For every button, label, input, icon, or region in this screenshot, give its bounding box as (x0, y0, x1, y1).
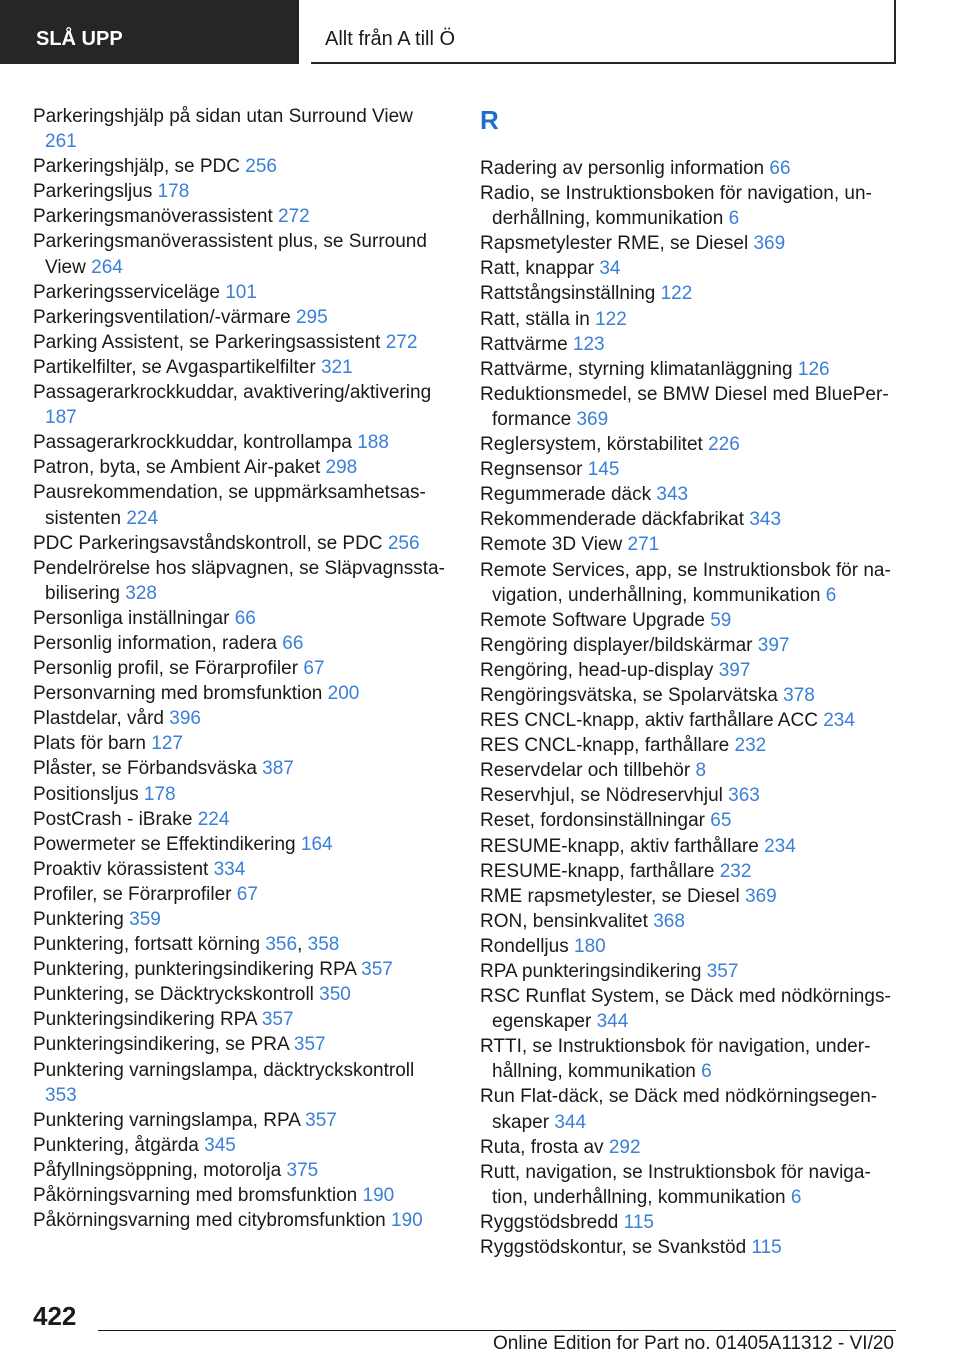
index-entry (480, 558, 900, 608)
index-entry (480, 834, 900, 859)
index-entry-text: Punktering, åtgärda (33, 1134, 199, 1156)
page-link[interactable]: 272 (385, 331, 418, 353)
page-link[interactable]: 6 (701, 1061, 712, 1083)
index-entry-text: RPA punkteringsindikering (480, 961, 702, 982)
page-link[interactable]: 66 (234, 607, 256, 629)
index-entry (33, 756, 445, 781)
index-entry (33, 907, 445, 932)
index-entry-text: Rengöring, head-up-display (480, 659, 714, 681)
index-entry-text: Ratt, knappar (480, 258, 595, 280)
page-link[interactable]: 369 (753, 233, 786, 255)
page-link[interactable]: 115 (751, 1237, 782, 1259)
index-entry-text: Reduktionsmedel, se BMW Diesel med BluePerformance (480, 383, 889, 430)
index-entry-text: Reset, fordonsinställningar (480, 810, 705, 832)
index-entry (480, 1084, 900, 1134)
index-entry (33, 104, 445, 154)
page-link[interactable]: 115 (623, 1211, 654, 1233)
index-entry (480, 307, 900, 332)
index-entry-text: Rengöring displayer/bildskärmar (480, 634, 753, 656)
index-entry-text: Påkörningsvarning med bromsfunktion (33, 1185, 358, 1207)
page-link[interactable]: 396 (169, 708, 201, 730)
page-link[interactable]: 369 (576, 408, 609, 430)
index-entry-text: Partikelfilter, se Avgaspartikelfilter (33, 356, 316, 378)
index-entry-text: Patron, byta, se Ambient Air-paket (33, 457, 321, 479)
index-entry-text: RES CNCL-knapp, farthållare (480, 735, 730, 757)
page-link[interactable]: 122 (660, 283, 693, 305)
page-link[interactable]: 264 (91, 256, 123, 278)
index-entry (480, 959, 900, 984)
page-link[interactable]: 356 (265, 934, 298, 956)
index-entry (480, 708, 900, 733)
index-entry-text: Proaktiv körassistent (33, 858, 209, 880)
index-entry (33, 731, 445, 756)
page-number: 422 (33, 1301, 77, 1331)
chapter-title: Allt från A till Ö (325, 28, 456, 50)
index-entry-text: RTTI, se Instruktionsbok för navigation, underhållning, kommunikation (480, 1036, 871, 1083)
index-entry-text: Personlig information, radera (33, 632, 277, 654)
page-link[interactable]: 67 (303, 658, 325, 680)
index-entry (33, 957, 445, 982)
index-entry (33, 556, 445, 606)
index-entry: Punktering, fortsatt körning 356, 358 (33, 934, 340, 956)
page-link[interactable]: 232 (734, 735, 767, 757)
page-link[interactable]: 6 (825, 584, 837, 606)
page-link[interactable]: 343 (749, 509, 782, 531)
index-entry-text: Punktering, punkteringsindikering RPA (33, 959, 356, 981)
page-link[interactable]: 397 (757, 634, 790, 656)
page-link[interactable]: 234 (823, 710, 855, 732)
index-entry-text: Parkeringshjälp, se PDC (33, 156, 240, 178)
index-entry-text: Plåster, se Förbandsväska (33, 758, 257, 780)
page-link[interactable]: 357 (305, 1109, 337, 1131)
page-link[interactable]: 334 (213, 858, 246, 880)
page-link[interactable]: 368 (653, 910, 685, 932)
index-entry-text: Parkeringsventilation/-värmare (33, 306, 291, 328)
index-entry-text: Pausrekommendation, se uppmärksamhetsassistenten (33, 482, 426, 529)
index-entry (480, 532, 900, 557)
page-link[interactable]: 261 (45, 131, 77, 153)
index-entry-text: Parkeringsmanöverassistent plus, se Surround View (33, 231, 427, 278)
index-entry-text: Rekommenderade däckfabrikat (480, 509, 745, 531)
page-link[interactable]: 59 (710, 609, 732, 631)
index-entry (480, 1034, 900, 1084)
page-link[interactable]: 272 (278, 206, 310, 228)
index-entry-text: Regummerade däck (480, 484, 652, 506)
index-entry (33, 982, 445, 1007)
index-entry-text: Remote Services, app, se Instruktionsbok för navigation, underhållning, kommunikation (480, 559, 891, 606)
index-entry (480, 281, 900, 306)
index-entry (33, 455, 445, 480)
index-entry-text: Pendelrörelse hos släpvagnen, se Släpvagnsstabilisering (33, 557, 445, 604)
index-entry-text: RESUME-knapp, aktiv farthållare (480, 835, 759, 857)
page-link[interactable]: 34 (599, 258, 621, 280)
page-link[interactable]: 66 (282, 632, 304, 654)
index-entry-text: Plats för barn (33, 733, 146, 755)
index-entry-text: RON, bensinkvalitet (480, 910, 648, 932)
index-entry-text: Remote Software Upgrade (480, 609, 705, 631)
page-link[interactable]: 190 (362, 1185, 395, 1207)
index-entry-text: Parking Assistent, se Parkeringsassistent (33, 331, 381, 353)
index-entry (480, 608, 900, 633)
index-entry-text: Påkörningsvarning med citybromsfunktion (33, 1210, 386, 1232)
index-entry-text: Punktering varningslampa, RPA (33, 1109, 300, 1131)
index-entry (480, 633, 900, 658)
index-entry (480, 984, 900, 1034)
page-link[interactable]: 66 (769, 158, 791, 179)
page-link[interactable]: 126 (797, 358, 830, 380)
index-entry-text: Reglersystem, körstabilitet (480, 434, 703, 456)
index-entry (33, 330, 445, 355)
index-entry (33, 1158, 445, 1183)
index-entry-text: Ruta, frosta av (480, 1136, 604, 1158)
page-link[interactable]: 358 (307, 934, 340, 956)
index-entry (33, 857, 445, 882)
index-entry (480, 808, 900, 833)
index-entry (33, 606, 445, 631)
index-entry (33, 229, 445, 279)
page-link[interactable]: 375 (286, 1159, 319, 1181)
index-entry-text: Rapsmetylester RME, se Diesel (480, 233, 749, 255)
index-entry-text: Personvarning med bromsfunktion (33, 683, 323, 705)
footer-edition: Online Edition for Part no. 01405A11312 - VI/20 (492, 1333, 894, 1354)
index-entry (480, 783, 900, 808)
index-entry-text: RSC Runflat System, se Däck med nödkörningsegenskaper (480, 986, 891, 1033)
index-entry-text: Regnsensor (480, 459, 583, 481)
page-link[interactable]: 343 (656, 484, 689, 506)
index-entry (33, 1208, 445, 1233)
index-entry (480, 507, 900, 532)
index-entry-text: Punktering (33, 909, 124, 930)
page-link[interactable]: 6 (728, 208, 740, 230)
index-entry (33, 305, 445, 330)
index-entry-text: Ryggstödsbredd (480, 1211, 619, 1233)
index-entry (480, 382, 900, 432)
index-entry-text: Passagerarkrockkuddar, avaktivering/aktivering (33, 382, 432, 404)
index-entry-text: Ryggstödskontur, se Svankstöd (480, 1237, 747, 1259)
index-entry-text: Run Flat-däck, se Däck med nödkörningsegenskaper (480, 1086, 878, 1133)
index-entry (33, 480, 445, 530)
index-entry (33, 631, 445, 656)
index-entry-text: RES CNCL-knapp, aktiv farthållare ACC (480, 710, 818, 732)
index-entry-text: RME rapsmetylester, se Diesel (480, 885, 740, 907)
page-link[interactable]: 224 (126, 507, 159, 529)
page-link[interactable]: 344 (596, 1011, 629, 1033)
section-label: SLÅ UPP (36, 28, 123, 50)
index-entry-text: Profiler, se Förarprofiler (33, 883, 232, 905)
page-link[interactable]: 123 (572, 333, 605, 355)
page-link[interactable]: 357 (261, 1009, 294, 1031)
index-entry (480, 1160, 900, 1210)
page-link[interactable]: 187 (45, 407, 77, 429)
page-link[interactable]: 224 (197, 808, 230, 830)
page-link[interactable]: 190 (391, 1210, 423, 1232)
page-link[interactable]: 178 (143, 783, 176, 805)
index-entry (480, 1210, 900, 1235)
index-entry-text: Rattvärme, styrning klimatanläggning (480, 358, 793, 380)
page-link[interactable]: 145 (587, 459, 620, 481)
index-entry-text: Personlig profil, se Förarprofiler (33, 658, 299, 680)
page-link[interactable]: 378 (783, 684, 815, 706)
index-entry (480, 658, 900, 683)
index-entries-right (480, 156, 900, 1260)
index-entry-text: Parkeringsserviceläge (33, 281, 220, 303)
index-entry (33, 154, 445, 179)
index-entry-text: Parkeringsmanöverassistent (33, 206, 273, 228)
index-entry (33, 380, 445, 430)
index-entry-text: Rondelljus (480, 935, 569, 957)
index-entry (33, 656, 445, 681)
index-entry (480, 1235, 900, 1260)
index-entry (480, 934, 900, 959)
index-entry-text: Rattstångsinställning (480, 283, 656, 305)
page-link[interactable]: 256 (387, 532, 420, 554)
index-entry (33, 1058, 445, 1108)
index-entry-text: Personliga inställningar (33, 607, 230, 629)
index-entry (33, 179, 445, 204)
index-entry (480, 231, 900, 256)
page-link[interactable]: 67 (236, 883, 258, 905)
page-link[interactable]: 8 (695, 760, 707, 782)
index-entry (480, 332, 900, 357)
index-entry (33, 1133, 445, 1158)
section-tab[interactable] (0, 0, 299, 64)
index-entry (480, 432, 900, 457)
index-entry (33, 430, 445, 455)
index-entry-text: Parkeringsljus (33, 181, 153, 203)
index-entry-text: Punktering varningslampa, däcktryckskontroll (33, 1059, 415, 1081)
page-link[interactable]: 387 (262, 758, 294, 780)
index-entry-text: Radering av personlig information (480, 158, 765, 179)
index-entry (33, 1007, 445, 1032)
page-link[interactable]: 271 (627, 534, 660, 556)
index-entry (33, 531, 445, 556)
page-link[interactable]: 232 (719, 860, 752, 882)
page-link[interactable]: 122 (595, 308, 627, 330)
page-link[interactable]: 357 (293, 1034, 326, 1056)
index-entry (480, 1135, 900, 1160)
page-link[interactable]: 65 (710, 810, 732, 832)
index-entry-text: Passagerarkrockkuddar, kontrollampa (33, 432, 352, 454)
index-entry (33, 882, 445, 907)
page-link[interactable]: 180 (574, 935, 606, 957)
index-entry (480, 357, 900, 382)
page-link[interactable]: 256 (245, 156, 277, 178)
page-link[interactable]: 200 (327, 683, 360, 705)
footer-divider (98, 1330, 896, 1331)
index-entry-text: Reservdelar och tillbehör (480, 760, 691, 782)
page-link[interactable]: 127 (151, 733, 183, 755)
page-link[interactable]: 321 (320, 356, 353, 378)
page-link[interactable]: 357 (706, 961, 739, 982)
index-entry-text: Radio, se Instruktionsboken för navigation, underhållning, kommunikation (480, 183, 872, 230)
page-link[interactable]: 298 (325, 457, 358, 479)
index-column-left (33, 104, 445, 1233)
index-entry (33, 204, 445, 229)
page-link[interactable]: 353 (45, 1084, 77, 1106)
page-link[interactable]: 164 (300, 833, 333, 855)
index-entry-text: Rengöringsvätska, se Spolarvätska (480, 684, 778, 706)
page-link[interactable]: 295 (295, 306, 328, 328)
index-entry (480, 909, 900, 934)
index-entry (480, 884, 900, 909)
chapter-header (311, 0, 896, 64)
index-entry (33, 1183, 445, 1208)
index-entry (480, 859, 900, 884)
index-entry-text: Reservhjul, se Nödreservhjul (480, 785, 723, 807)
index-entry (33, 832, 445, 857)
index-entry (33, 280, 445, 305)
index-entry-text: Punktering, fortsatt körning (33, 934, 261, 956)
page-link[interactable]: 6 (790, 1186, 802, 1208)
page-link[interactable]: 369 (745, 885, 777, 907)
index-entry-text: Ratt, ställa in (480, 308, 590, 330)
index-letter-heading: R (480, 105, 499, 135)
page-link[interactable]: 188 (357, 432, 389, 454)
page-link[interactable]: 359 (129, 909, 161, 930)
page-link[interactable]: 345 (204, 1134, 236, 1156)
index-entry-text: PostCrash - iBrake (33, 808, 193, 830)
index-entry (480, 457, 900, 482)
index-entry (480, 733, 900, 758)
index-entry (33, 681, 445, 706)
index-entry-text: RESUME-knapp, farthållare (480, 860, 715, 882)
index-entry (33, 706, 445, 731)
index-entry-text: Positionsljus (33, 783, 139, 805)
index-entry (480, 482, 900, 507)
index-entry-text: Rutt, navigation, se Instruktionsbok för navigation, underhållning, kommunikation (480, 1161, 871, 1208)
index-entry (480, 256, 900, 281)
page-link[interactable]: 328 (125, 582, 157, 604)
index-entry (480, 683, 900, 708)
index-entry-text: Punkteringsindikering RPA (33, 1009, 257, 1031)
index-entry-text: PDC Parkeringsavståndskontroll, se PDC (33, 532, 383, 554)
page-link[interactable]: 350 (319, 984, 351, 1006)
index-entry (480, 156, 900, 181)
page-link[interactable]: 292 (608, 1136, 641, 1158)
page-link[interactable]: 344 (554, 1111, 587, 1133)
page-link[interactable]: 397 (718, 659, 751, 681)
index-entry-text: Remote 3D View (480, 534, 623, 556)
index-entry (33, 1108, 445, 1133)
index-entry-text: Påfyllningsöppning, motorolja (33, 1159, 282, 1181)
index-entry (480, 758, 900, 783)
page-link[interactable]: 101 (225, 281, 257, 303)
index-entry-text: Rattvärme (480, 333, 568, 355)
page-link[interactable]: 234 (764, 835, 796, 857)
index-entry-text: Powermeter se Effektindikering (33, 833, 296, 855)
index-entry (33, 782, 445, 807)
index-column-right (480, 104, 900, 1260)
page-link[interactable]: 178 (157, 181, 190, 203)
page-link[interactable]: 226 (708, 434, 740, 456)
index-entry (33, 355, 445, 380)
index-entry-text: Punkteringsindikering, se PRA (33, 1034, 289, 1056)
index-entry-text: Parkeringshjälp på sidan utan Surround View (33, 106, 413, 127)
index-entry (33, 807, 445, 832)
index-entry (480, 181, 900, 231)
index-entry (33, 1032, 445, 1057)
page-link[interactable]: 357 (361, 959, 393, 981)
page-link[interactable]: 363 (728, 785, 760, 807)
index-entry-text: Punktering, se Däcktryckskontroll (33, 984, 314, 1006)
index-entry-text: Plastdelar, vård (33, 708, 164, 730)
